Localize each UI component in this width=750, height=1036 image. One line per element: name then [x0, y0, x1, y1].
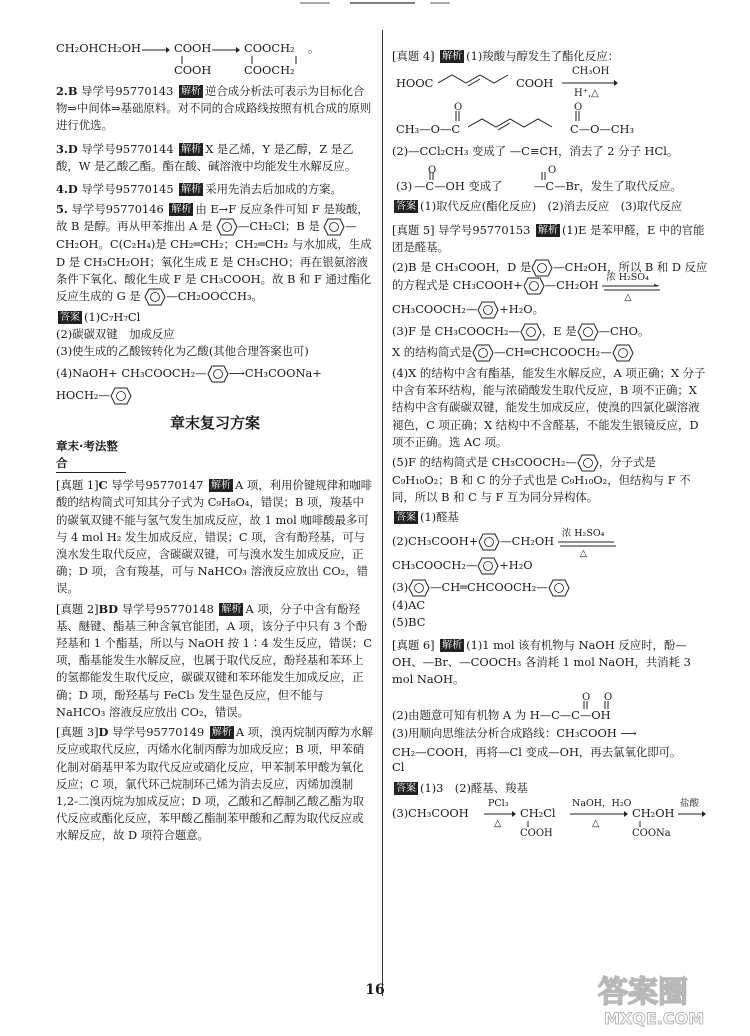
- formula-text: CH₂OHCH₂OH: [56, 41, 141, 55]
- answer-text: (3): [392, 579, 409, 594]
- column-divider: [382, 30, 383, 996]
- analysis-tag: 解析: [221, 603, 242, 615]
- svg-text:MXQE.COM: MXQE.COM: [604, 1009, 705, 1028]
- t4-part-2: (2)—CCl₂CH₃ 变成了 —C≡CH，消去了 2 分子 HCl。: [392, 144, 679, 159]
- question-number: 2.B: [56, 84, 78, 98]
- formula-text: —C—OH 变成了: [414, 179, 503, 194]
- formula-t4-1: [392, 65, 708, 99]
- answer-t5-4: (4)AC: [392, 597, 426, 612]
- formula-t6-2: [392, 691, 708, 723]
- question-text: (1)E 是苯甲醛，E 中的官能团是醛基。: [392, 222, 705, 254]
- answer-t5-2: [392, 527, 708, 559]
- answer-text: (4)NaOH+ CH₃COOCH₂—: [56, 365, 207, 380]
- question-label: [真题 2]: [56, 601, 99, 616]
- svg-text:答案圈: 答案圈: [598, 975, 688, 1010]
- formula-text: CH₂OH: [632, 806, 675, 821]
- exam-question-1: [56, 477, 374, 597]
- question-text: X 是乙烯，Y 是乙醇，Z 是乙酸，W 是乙酸乙酯。酯在酸、碱溶液中均能发生水解反应。: [56, 141, 357, 173]
- benzene-ring-icon: [477, 557, 499, 575]
- question-text: —CH₂Cl；B 是: [238, 219, 320, 234]
- formula-text: COOH: [520, 828, 553, 840]
- formula-text: CH₂Cl: [520, 806, 556, 821]
- question-text: (2)由题意可知有机物 A 为 H—C—C—OH: [392, 707, 611, 722]
- exam-question-2: [56, 601, 374, 721]
- question-text: ，E 是: [541, 324, 577, 339]
- question-answer: C: [98, 478, 108, 493]
- question-text: ，分子式是 C₉H₁₀O₂；B 和 C 的分子式也是 C₉H₁₀O₂，但结构与 F 不同，所以 B 和 C 与 F 互为同分异构体。: [392, 455, 691, 505]
- question-text: +H₂O。: [499, 302, 544, 317]
- benzene-ring-icon: [577, 454, 599, 472]
- question-3: [56, 141, 374, 175]
- arrow-icon: [678, 810, 706, 818]
- answer-text: (1)取代反应(酯化反应) (2)消去反应 (3)取代反应: [420, 199, 683, 214]
- answer-text: +H₂O: [499, 557, 533, 572]
- question-number: 5.: [56, 202, 68, 217]
- answer-tag: 答案: [396, 201, 416, 213]
- answer-text: —CH₂OH: [500, 533, 555, 548]
- formula-t4-3: [392, 162, 708, 196]
- guide-label: 导学号: [121, 601, 156, 616]
- condition-text: 浓 H₂SO₄: [606, 272, 649, 284]
- t5-part-5: [392, 454, 708, 506]
- formula-text: O: [582, 691, 591, 703]
- benzene-ring-icon: [323, 218, 345, 236]
- t6-part-3: (3)用顺向思维法分析合成路线：CH₃COOH ⟶: [392, 725, 637, 740]
- question-answer: BD: [98, 601, 119, 616]
- analysis-tag: 解析: [442, 640, 463, 652]
- benzene-ring-icon: [408, 579, 430, 597]
- formula-text: (3)CH₃COOH: [392, 806, 469, 821]
- guide-code: 95770144: [115, 141, 174, 156]
- question-label: [真题 6]: [392, 638, 435, 653]
- guide-label: 导学号: [81, 84, 116, 98]
- answer-tag: 答案: [60, 312, 80, 324]
- answer-text: (1)3 (2)醛基、羧基: [420, 781, 528, 796]
- benzene-ring-icon: [110, 387, 132, 405]
- question-text: —CH₂OH。C(C₂H₄)是 CH₂═CH₂；CH₂═CH₂ 与水加成，生成 D 是 CH₃CH₂OH；氧化生成 E 是 CH₃CHO；再在银氨溶液条件下氧化、酸化生成 F 是 CH₃COOH。故 B 和 F 通过酯化反应生成的 G 是: [56, 219, 372, 304]
- t5-part-4: (4)X 的结构中含有酯基，能发生水解反应，A 项正确；X 分子中含有苯环结构，能与浓硝酸发生取代反应，B 项不正确；X 结构中含有碳碳双键，能发生加成反应，使溴的四氯化碳溶液褪色，C 项正确；X 结构中不含醛基，不能发生银镜反应，D 项不正确。选 AC 项。: [392, 366, 706, 449]
- right-column: [392, 48, 708, 839]
- condition-text: PCl₃: [488, 798, 509, 810]
- formula-text: COOCH₂: [244, 41, 295, 55]
- benzene-ring-icon: [478, 533, 500, 551]
- question-label: [真题 1]: [56, 478, 99, 493]
- analysis-tag: 解析: [442, 51, 463, 62]
- formula-text: C—O—CH₃: [570, 122, 635, 137]
- formula-text: COONa: [632, 828, 671, 840]
- condition-text: △: [624, 292, 632, 304]
- guide-label: 导学号: [111, 478, 146, 493]
- condition-arrow: [558, 527, 618, 559]
- condition-text: H⁺,△: [574, 88, 599, 100]
- benzene-ring-icon: [612, 344, 634, 362]
- guide-code: 95770147: [145, 478, 204, 493]
- question-text: A 项，分子中含有酚羟基、醚键、酯基三种含氧官能团，A 项，该分子中只有 3 个酚羟基和 1 个酯基，所以与 NaOH 按 1∶4 发生反应，错误；C 项，酯基能发生水解反应，也属于取代反应，酚羟基和苯环上的氢都能发生取代反应，碳碳双键和苯环能发生加成反应，正确；D 项，酚羟基与 FeCl₃ 发生显色反应，但不能与 NaHCO₃ 溶液反应放出 CO₂，错误。: [56, 601, 373, 719]
- condition-text: 浓 H₂SO₄: [561, 527, 605, 539]
- analysis-tag: 解析: [181, 143, 202, 155]
- formula-text: —C—Br，发生了取代反应。: [534, 179, 682, 194]
- question-text: 逆合成分析法可表示为目标化合物⇒中间体⇒基础原料。对不同的合成路线按照有机合成的原则进行优选。: [56, 84, 372, 133]
- question-text: 由 E→F 反应条件可知 F 是羧酸，故 B 是醇。再从甲苯推出 A 是: [56, 202, 369, 234]
- arrow-icon: [142, 46, 170, 54]
- benzene-ring-icon: [216, 218, 238, 236]
- guide-label: 导学号: [438, 222, 473, 237]
- guide-label: 导学号: [81, 182, 116, 197]
- answer-text: HOCH₂—: [56, 387, 110, 402]
- question-answer: D: [98, 725, 109, 740]
- question-label: [真题 5]: [392, 222, 435, 237]
- benzene-ring-icon: [144, 288, 166, 306]
- left-column: [56, 36, 374, 845]
- chapter-title: 章末复习方案: [169, 413, 260, 432]
- answer-t6: [392, 780, 708, 797]
- benzene-ring-icon: [207, 365, 229, 383]
- answer-text: (1)醛基: [420, 510, 459, 525]
- condition-text: △: [592, 818, 600, 830]
- question-label: [真题 4]: [392, 49, 435, 63]
- question-number: 3.D: [56, 141, 78, 156]
- benzene-ring-icon: [577, 323, 599, 341]
- condition-text: △: [494, 818, 502, 830]
- guide-label: 导学号: [71, 202, 106, 217]
- formula-text: COOH: [174, 63, 212, 77]
- question-text: (3)F 是 CH₃COOCH₂—: [392, 324, 520, 339]
- answer-tag: 答案: [396, 512, 416, 524]
- guide-label: 导学号: [81, 141, 116, 156]
- question-text: —CH₂OH: [544, 278, 599, 293]
- arrow-icon: [212, 46, 240, 54]
- analysis-tag: 解析: [171, 204, 192, 216]
- formula-text: O: [574, 102, 583, 114]
- chain-diagram: [438, 71, 518, 93]
- chain-diagram: [468, 115, 558, 137]
- analysis-tag: 解析: [180, 86, 201, 97]
- answer-t4: [392, 198, 708, 215]
- formula-text: 。: [308, 41, 320, 55]
- answer-5: [56, 309, 374, 326]
- benzene-ring-icon: [472, 344, 494, 362]
- guide-code: 95770148: [155, 601, 214, 616]
- formula-text: (3): [396, 179, 413, 194]
- benzene-ring-icon: [477, 301, 499, 319]
- question-5: [56, 201, 374, 306]
- exam-question-3: [56, 724, 374, 844]
- top-decor: [0, 0, 750, 14]
- answer-t5-2b: [392, 557, 708, 575]
- question-4: [56, 181, 374, 198]
- question-text: —CH₂OOCCH₃。: [166, 289, 263, 304]
- formula-text: COOCH₂: [244, 63, 295, 77]
- question-text: (2)B 是 CH₃COOH，D 是: [392, 260, 532, 275]
- formula-text: HOOC: [396, 76, 434, 91]
- answer-5-4: [56, 365, 374, 383]
- question-text: (5)F 的结构简式是 CH₃COOCH₂—: [392, 455, 577, 470]
- question-text: (1)羧酸与醇发生了酯化反应：: [466, 49, 619, 63]
- answer-text: CH₃COOCH₂—: [392, 557, 478, 572]
- benzene-ring-icon: [548, 579, 570, 597]
- question-text: A 项，利用价键规律和咖啡酸的结构简式可知其分子式为 C₉H₈O₄，错误；B 项，羧基中的碳氧双键不能与氢气发生加成反应，故 1 mol 咖啡酸最多可与 4 mol H₂ 发生加成反应，错误；C 项，含有酚羟基，可与溴水发生取代反应，含碳碳双键，可与溴水发生加成反应，正确；D 项，含有羧基，可与 NaHCO₃ 溶液反应放出 CO₂，错误。: [56, 478, 373, 596]
- question-text: —CH₂OH，所以 B 和 D 反应的方程式是 CH₃COOH+: [392, 260, 708, 293]
- guide-code: 95770145: [115, 182, 174, 197]
- benzene-ring-icon: [520, 323, 542, 341]
- answer-text: —CH═CHCOOCH₂—: [430, 579, 548, 594]
- section-subhead: 章末·考法整合: [56, 438, 126, 473]
- condition-arrow: [602, 272, 662, 304]
- t5-part-2b: [392, 301, 708, 319]
- question-text: 采用先消去后加成的方案。: [205, 182, 342, 197]
- page-number: 16: [365, 982, 385, 998]
- question-text: A 项，溴丙烷制丙醇为水解反应或取代反应，丙烯水化制丙醇为加成反应；B 项，甲苯硝化制对硝基甲苯为取代反应或硝化反应，甲苯制苯甲酸为氧化反应；C 项，氯代环己烷制环己烯为消去反应，丙烯加溴制 1,2-二溴丙烷为加成反应；D 项，乙酸和乙醇制乙酸乙酯为取代反应或酯化反应，苯甲酸乙酯制苯甲酸和乙醇为取代反应或水解反应，故 D 项符合题意。: [56, 725, 374, 843]
- question-text: —CHO。: [598, 324, 650, 339]
- question-number: 4.D: [56, 182, 78, 197]
- condition-text: NaOH，H₂O: [572, 798, 632, 810]
- formula-top: [56, 36, 374, 80]
- analysis-tag: 解析: [211, 480, 232, 492]
- benzene-ring-icon: [531, 259, 553, 277]
- analysis-tag: 解析: [211, 727, 232, 739]
- exam-question-4: [392, 48, 708, 65]
- formula-text: O: [428, 165, 437, 177]
- formula-text: O: [454, 102, 463, 114]
- t5-part-3b: [392, 344, 708, 362]
- answer-t5-3: [392, 579, 708, 597]
- answer-text: (2)CH₃COOH+: [392, 533, 479, 548]
- question-text: CH₃COOCH₂—: [392, 302, 478, 317]
- answer-5-4b: [56, 387, 374, 405]
- watermark-icon: [590, 968, 740, 1028]
- question-text: X 的结构简式是: [392, 345, 473, 360]
- formula-text: O: [548, 165, 557, 177]
- t5-part-3: [392, 323, 708, 341]
- formula-t4-2: [392, 99, 708, 139]
- guide-code: 95770149: [146, 725, 205, 740]
- formula-text: COOH: [516, 76, 554, 91]
- question-text: (1)1 mol 该有机物与 NaOH 反应时，酚—OH、—Br、—COOCH₃ 各消耗 1 mol NaOH，共消耗 3 mol NaOH。: [392, 638, 691, 687]
- formula-text: COOH: [174, 41, 212, 55]
- question-2: [56, 83, 374, 135]
- t5-part-2: [392, 259, 708, 304]
- exam-question-5: [392, 222, 708, 256]
- question-label: [真题 3]: [56, 725, 99, 740]
- guide-code: 95770146: [105, 202, 164, 217]
- answer-text: (1)C₇H₇Cl: [84, 310, 141, 325]
- guide-code: 95770153: [472, 222, 531, 237]
- condition-text: CH₃OH: [572, 66, 610, 78]
- analysis-tag: 解析: [181, 184, 202, 196]
- formula-text: O: [604, 691, 613, 703]
- t6-part-3b: CH₂—COOH，再将—Cl 变成—OH，再去氯氧化即可。: [392, 744, 682, 759]
- analysis-tag: 解析: [537, 224, 558, 236]
- answer-t5-1: [392, 509, 708, 526]
- answer-t5-5: (5)BC: [392, 614, 426, 629]
- guide-label: 导学号: [112, 725, 147, 740]
- benzene-ring-icon: [523, 277, 545, 295]
- watermark-logo: [590, 968, 740, 1028]
- guide-code: 95770143: [115, 84, 174, 98]
- t6-part-3c: Cl: [392, 760, 405, 775]
- answer-tag: 答案: [396, 783, 416, 795]
- exam-question-6: [392, 637, 708, 689]
- question-text: —CH═CHCOOCH₂—: [494, 345, 612, 360]
- condition-text: △: [579, 547, 588, 559]
- answer-5-3: (3)使生成的乙酸铵转化为乙酸(其他合理答案也可): [56, 344, 309, 359]
- condition-text: 盐酸: [680, 798, 700, 810]
- answer-5-2: (2)碳碳双键 加成反应: [56, 327, 175, 342]
- formula-t6-ans3: [392, 799, 708, 839]
- formula-text: CH₃—O—C: [396, 122, 461, 137]
- answer-text: ⟶CH₃COONa+: [228, 365, 322, 380]
